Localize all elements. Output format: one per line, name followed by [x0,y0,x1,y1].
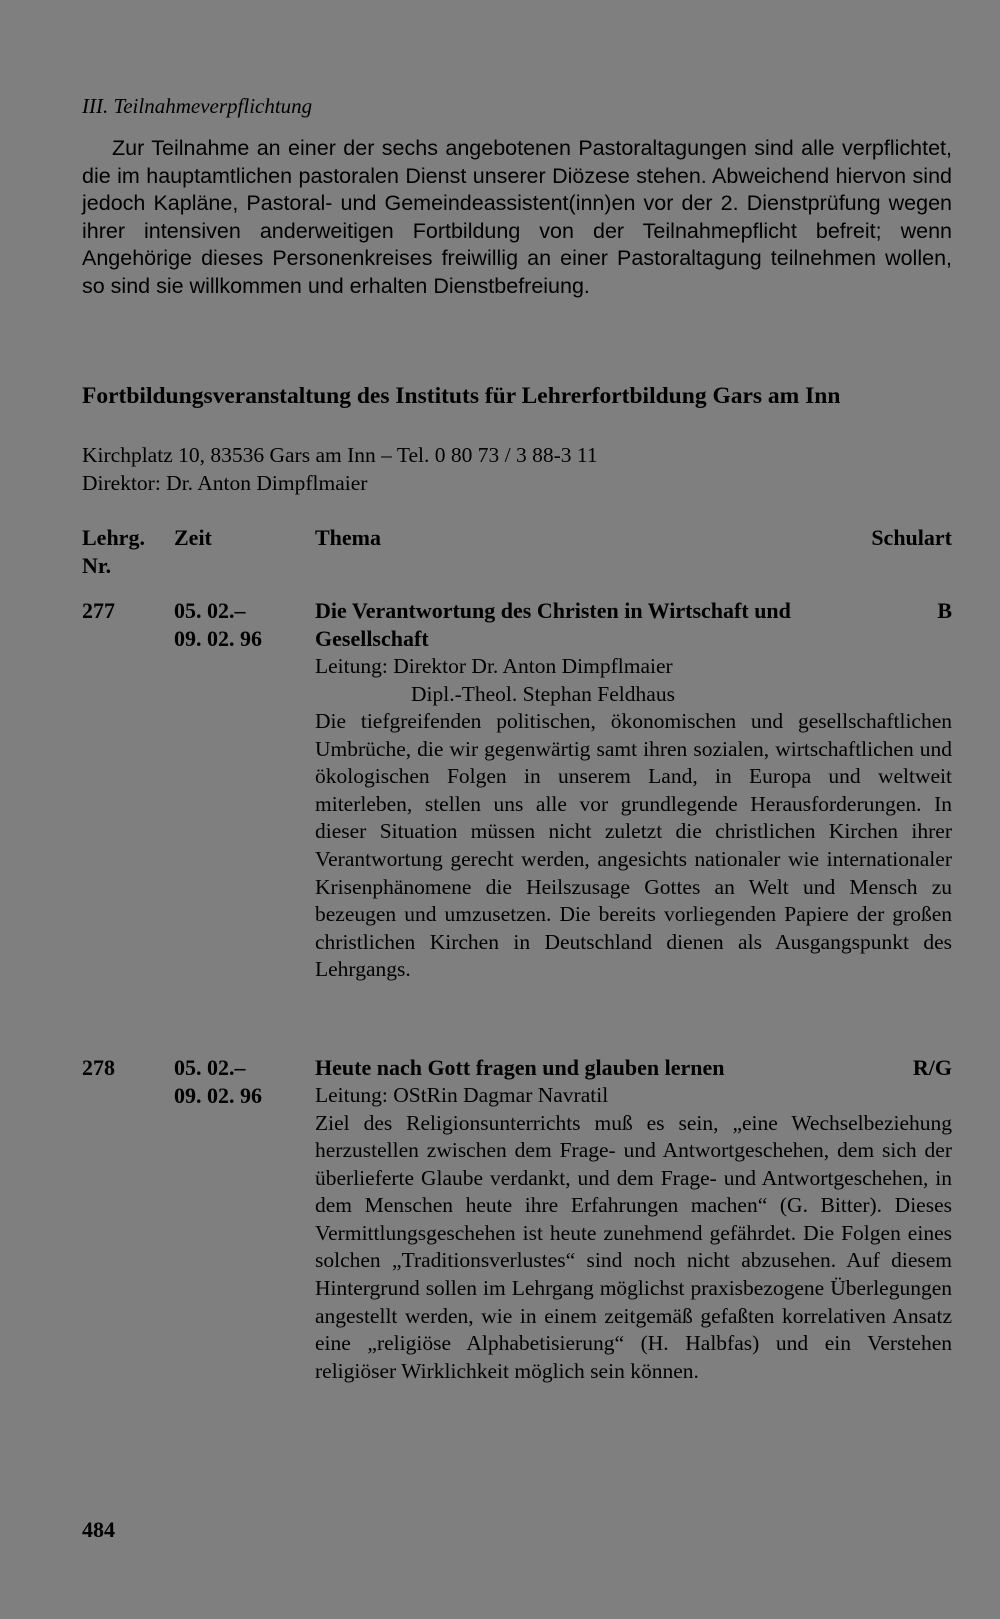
course-title: Heute nach Gott fragen und glauben lernen [315,1055,725,1080]
course-schulart: R/G [912,1055,952,1080]
column-header-nr [82,524,162,580]
column-header-zeit: Zeit [174,525,212,550]
course-number: 278 [82,1055,115,1080]
course-title-row [315,597,952,653]
course-title-row [315,1054,952,1082]
institute-heading: Fortbildungsveranstaltung des Instituts für Lehrerfortbildung Gars am Inn [82,383,841,409]
course-date-to: 09. 02. 96 [174,626,262,651]
course-details [315,1054,952,1385]
course-title: Die Verantwortung des Christen in Wirtschaft und Gesellschaft [315,598,791,651]
course-date-from: 05. 02.– [174,1055,246,1080]
course-description: Ziel des Religionsunterrichts muß es sein, „eine Wechselbeziehung herzustellen zwischen dem Frage- und Antwortgeschehen, dem sich der überlieferte Glaube verdankt, und dem Frage- und Antwortgeschehen, in dem Menschen heute ihre Erfahrungen machen“ (G. Bitter). Dieses Vermittlungsgeschehen ist heute zunehmend gefährdet. Die Folgen eines solchen „Traditionsverlustes“ sind noch nicht abzusehen. Auf diesem Hintergrund sollen im Lehrgang möglichst praxisbezogene Überlegungen angestellt werden, wie in einem zeitgemäß gefaßten korrelativen Ansatz eine „religiöse Alphabetisierung“ (H. Halbfas) und ein Verstehen religiöser Wirklichkeit möglich sein können. [315,1110,952,1383]
document-page [82,0,952,1619]
course-leitung: Leitung: OStRin Dagmar Navratil [315,1083,609,1107]
course-leitung: Leitung: Direktor Dr. Anton Dimpflmaier [315,654,673,678]
course-leitung-second: Dipl.-Theol. Stephan Feldhaus [411,681,675,706]
course-date-from: 05. 02.– [174,598,246,623]
page-number: 484 [82,1517,115,1542]
course-schulart: B [937,598,952,623]
participation-text: Zur Teilnahme an einer der sechs angebotenen Pastoraltagungen sind alle verpflichtet, die im hauptamtlichen pastoralen Dienst unserer Diözese stehen. Abweichend hiervon sind jedoch Kapläne, Pastoral- und Gemeindeassistent(inn)en vor der 2. Dienstprüfung wegen ihrer intensiven anderweitigen Fortbildung von der Teilnahmepflicht befreit; wenn Angehörige dieses Personenkreises freiwillig an einer Pastoraltagung teilnehmen wollen, so sind sie willkommen und erhalten Dienstbefreiung. [82,136,952,298]
institute-address: Kirchplatz 10, 83536 Gars am Inn – Tel. 0 80 73 / 3 88-3 11 [82,443,598,467]
column-header-schulart: Schulart [871,525,952,550]
column-header-nr-line2: Nr. [82,553,112,578]
course-details [315,597,952,984]
institute-address-block [82,441,598,497]
course-number: 277 [82,598,115,623]
participation-paragraph [82,135,952,301]
section-heading: III. Teilnahmeverpflichtung [82,94,313,118]
institute-director: Direktor: Dr. Anton Dimpflmaier [82,471,368,495]
column-header-nr-line1: Lehrg. [82,525,145,550]
course-description: Die tiefgreifenden politischen, ökonomischen und gesellschaftlichen Umbrüche, die wir gegenwärtig samt ihren sozialen, wirtschaftlichen und ökologischen Folgen in unserem Land, in Europa und weltweit miterleben, stellen uns alle vor grundlegende Herausforderungen. In dieser Situation müssen nicht zuletzt die christlichen Kirchen ihrer Verantwortung gerecht werden, angesichts nationaler wie internationaler Krisenphänomene die Heilszusage Gottes an Welt und Mensch zu bezeugen und umzusetzen. Die bereits vorliegenden Papiere der großen christlichen Kirchen in Deutschland dienen als Ausgangspunkt des Lehrgangs. [315,709,952,982]
column-header-thema: Thema [315,525,381,550]
course-date-to: 09. 02. 96 [174,1083,262,1108]
